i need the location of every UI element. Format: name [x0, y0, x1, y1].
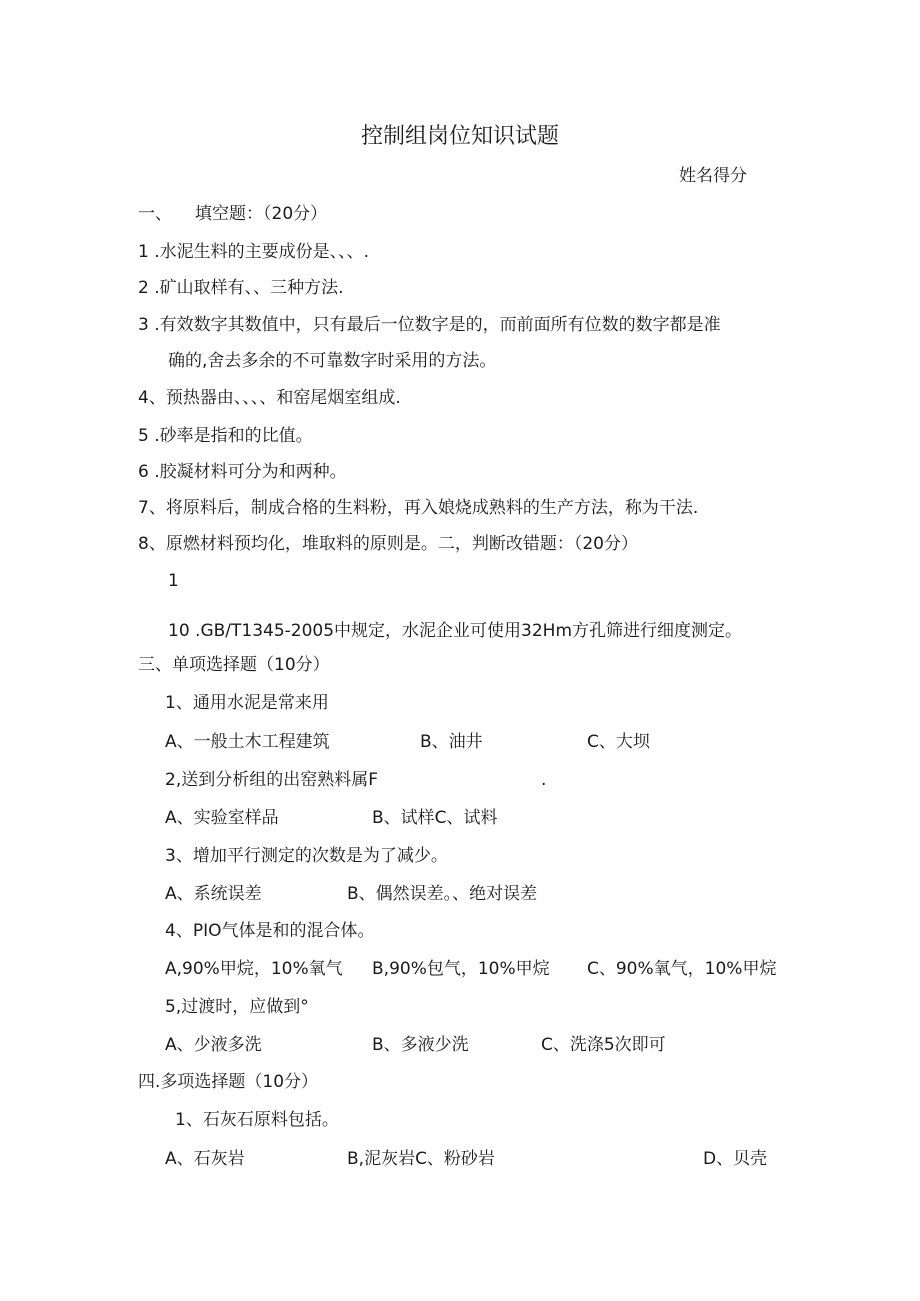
- fill-item-8: 8、原燃材料预均化，堆取料的原则是。二，判断改错题：（20分）: [138, 534, 638, 554]
- section4-heading: 四.多项选择题（10分）: [138, 1072, 319, 1092]
- single-q1: 1、通用水泥是常来用: [165, 693, 329, 713]
- multi-q1-option-bc: B,泥灰岩C、粉砂岩: [347, 1149, 495, 1169]
- single-q2-option-a: A、实验室样品: [165, 808, 279, 828]
- single-q4-option-b: B,90%包气，10%甲烷: [372, 959, 550, 979]
- single-q3-option-a: A、系统误差: [165, 884, 262, 904]
- fill-item-7: 7、将原料后，制成合格的生料粉，再入娘烧成熟料的生产方法，称为干法.: [138, 498, 699, 518]
- single-q5-option-c: C、洗涤5次即可: [541, 1035, 666, 1055]
- fill-item-2: 2 .矿山取样有、、三种方法.: [138, 278, 344, 298]
- fill-item-3: 3 .有效数字其数值中，只有最后一位数字是的，而前面所有位数的数字都是准: [138, 315, 721, 335]
- single-q5: 5,过渡时，应做到°: [165, 997, 309, 1017]
- single-q3-option-b: B、偶然误差。、绝对误差: [347, 884, 538, 904]
- name-score-label: 姓名得分: [679, 166, 747, 186]
- section3-heading: 三、单项选择题（10分）: [138, 655, 330, 675]
- judge-item-1: 1: [168, 571, 179, 591]
- single-q3: 3、增加平行测定的次数是为了减少。: [165, 846, 448, 866]
- multi-q1-option-a: A、石灰岩: [165, 1149, 245, 1169]
- fill-item-5: 5 .砂率是指和的比值。: [138, 426, 313, 446]
- page-title: 控制组岗位知识试题: [360, 124, 559, 149]
- section1-number: 一、: [138, 204, 172, 224]
- multi-q1-option-d: D、贝壳: [703, 1149, 768, 1169]
- single-q1-option-a: A、一般土木工程建筑: [165, 732, 330, 752]
- fill-item-6: 6 .胶凝材料可分为和两种。: [138, 462, 347, 482]
- fill-item-3-cont: 确的,舍去多余的不可靠数字时采用的方法。: [168, 351, 497, 371]
- single-q2-option-b: B、试样C、试料: [372, 808, 498, 828]
- judge-item-10: 10 .GB/T1345-2005中规定，水泥企业可使用32Hm方孔筛进行细度测定。: [168, 621, 743, 641]
- single-q1-option-c: C、大坝: [587, 732, 650, 752]
- single-q2-tail: .: [541, 770, 547, 790]
- fill-item-1: 1 .水泥生料的主要成份是、、、.: [138, 242, 370, 262]
- single-q4-option-c: C、90%氧气，10%甲烷: [587, 959, 777, 979]
- single-q2: 2,送到分析组的出窑熟料属F: [165, 770, 378, 790]
- single-q4-option-a: A,90%甲烷，10%氧气: [165, 959, 343, 979]
- single-q5-option-a: A、少液多洗: [165, 1035, 262, 1055]
- fill-item-4: 4、预热器由、、、、和窑尾烟室组成.: [138, 388, 401, 408]
- section1-heading: 填空题：（20分）: [195, 204, 328, 224]
- single-q5-option-b: B、多液少洗: [372, 1035, 469, 1055]
- single-q4: 4、PIO气体是和的混合体。: [165, 921, 375, 941]
- single-q1-option-b: B、油井: [420, 732, 483, 752]
- multi-q1: 1、石灰石原料包括。: [175, 1110, 339, 1130]
